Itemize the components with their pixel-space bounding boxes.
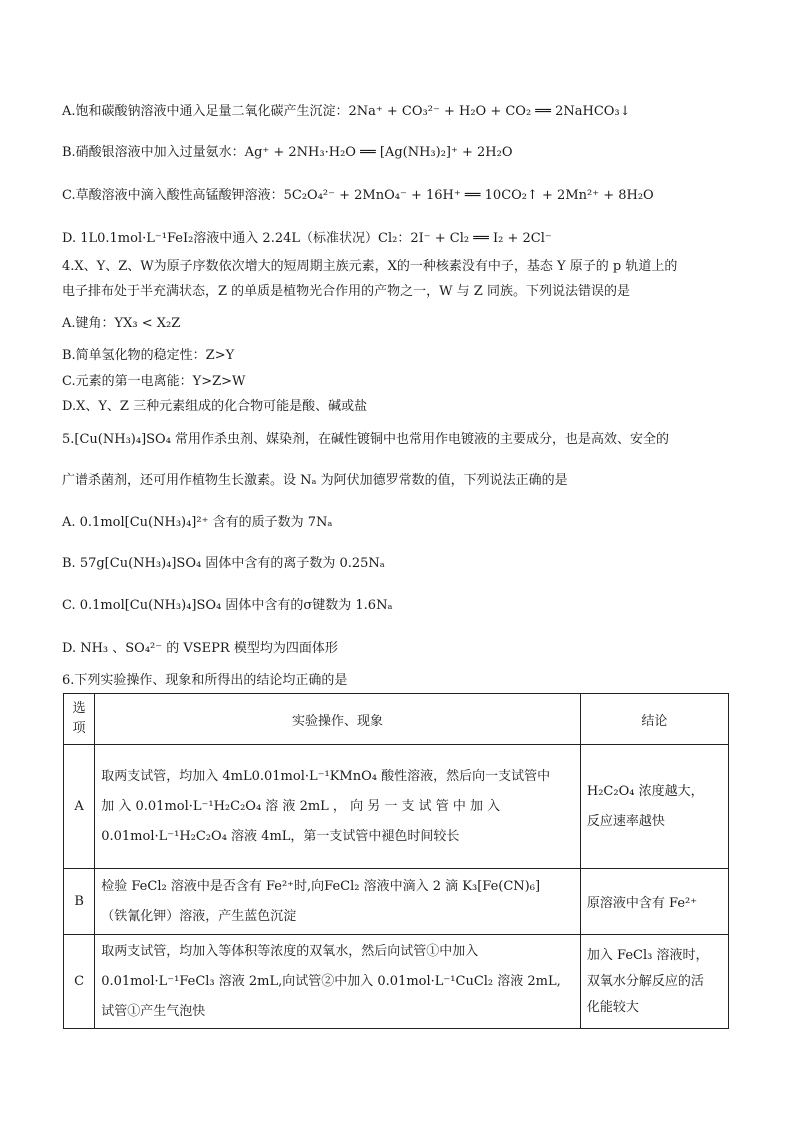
row-a-op-line1: 取两支试管，均加入 4mL0.01mol·L⁻¹KMnO₄ 酸性溶液，然后向一支试管中 (101, 768, 551, 784)
row-a-con-line2: 反应速率越快 (586, 813, 665, 829)
q5-option-a: A. 0.1mol[Cu(NH₃)₄]²⁺ 含有的质子数为 7Nₐ (62, 515, 333, 530)
row-c-con-line1: 加入 FeCl₃ 溶液时， (586, 947, 709, 963)
row-a-operation (95, 745, 581, 869)
q5-stem-line1: 5.[Cu(NH₃)₄]SO₄ 常用作杀虫剂、媒染剂，在碱性镀铜中也常用作电镀液的主要成分，也是高效、安全的 (62, 432, 670, 447)
table-row (64, 935, 729, 1029)
table-row (64, 869, 729, 935)
q4-stem-line1: 4.X、Y、Z、W为原子序数依次增大的短周期主族元素，X的一种核素没有中子，基态 Y 原子的 p 轨道上的 (62, 259, 678, 274)
row-b-op-line2: （铁氰化钾）溶液，产生蓝色沉淀 (101, 908, 297, 924)
row-a-option: A (64, 745, 95, 869)
row-c-con-line3: 化能较大 (586, 999, 639, 1015)
header-option (64, 694, 95, 745)
row-b-operation (95, 869, 581, 935)
q4-option-c: C.元素的第一电离能：Y>Z>W (62, 374, 246, 389)
row-c-op-line1: 取两支试管，均加入等体积等浓度的双氧水，然后向试管①中加入 (101, 943, 479, 959)
header-operation: 实验操作、现象 (95, 694, 581, 745)
q3-option-d: D. 1L0.1mol·L⁻¹FeI₂溶液中通入 2.24L（标准状况）Cl₂：2I⁻ + Cl₂ ══ I₂ + 2Cl⁻ (62, 231, 552, 246)
experiment-table (63, 693, 729, 1029)
row-c-con-line2: 双氧水分解反应的活 (586, 973, 704, 989)
header-option-line2: 项 (72, 721, 86, 736)
q4-stem-line2: 电子排布处于半充满状态，Z 的单质是植物光合作用的产物之一，W 与 Z 同族。下列说法错误的是 (62, 284, 630, 299)
row-c-op-line2: 0.01mol·L⁻¹FeCl₃ 溶液 2mL,向试管②中加入 0.01mol·L⁻¹CuCl₂ 溶液 2mL, (101, 973, 561, 989)
q3-option-c: C.草酸溶液中滴入酸性高锰酸钾溶液：5C₂O₄²⁻ + 2MnO₄⁻ + 16H⁺ ══ 10CO₂↑ + 2Mn²⁺ + 8H₂O (62, 188, 654, 203)
row-a-conclusion (580, 745, 728, 869)
row-b-option: B (64, 869, 95, 935)
row-c-operation (95, 935, 581, 1029)
row-c-option: C (64, 935, 95, 1029)
table-row (64, 745, 729, 869)
q4-option-b: B.简单氢化物的稳定性：Z>Y (62, 348, 235, 363)
header-conclusion: 结论 (580, 694, 728, 745)
row-c-conclusion (580, 935, 728, 1029)
q5-option-b: B. 57g[Cu(NH₃)₄]SO₄ 固体中含有的离子数为 0.25Nₐ (62, 556, 385, 571)
q5-stem-line2: 广谱杀菌剂，还可用作植物生长激素。设 Nₐ 为阿伏加德罗常数的值，下列说法正确的是 (62, 473, 568, 488)
q5-option-c: C. 0.1mol[Cu(NH₃)₄]SO₄ 固体中含有的σ键数为 1.6Nₐ (62, 598, 393, 613)
table-header-row (64, 694, 729, 745)
row-b-op-line1: 检验 FeCl₂ 溶液中是否含有 Fe²⁺时,向FeCl₂ 溶液中滴入 2 滴 K₃[Fe(CN)₆] (101, 878, 541, 894)
q6-stem: 6.下列实验操作、现象和所得出的结论均正确的是 (62, 673, 348, 688)
q3-option-b: B.硝酸银溶液中加入过量氨水：Ag⁺ + 2NH₃·H₂O ══ [Ag(NH₃)₂]⁺ + 2H₂O (62, 145, 513, 160)
row-a-con-line1: H₂C₂O₄ 浓度越大， (586, 783, 704, 799)
q3-option-a: A.饱和碳酸钠溶液中通入足量二氧化碳产生沉淀：2Na⁺ + CO₃²⁻ + H₂O + CO₂ ══ 2NaHCO₃↓ (62, 104, 631, 119)
row-a-op-line3: 0.01mol·L⁻¹H₂C₂O₄ 溶液 4mL，第一支试管中褪色时间较长 (101, 828, 460, 844)
q4-option-d: D.X、Y、Z 三种元素组成的化合物可能是酸、碱或盐 (62, 399, 368, 414)
q4-option-a: A.键角：YX₃ < X₂Z (62, 316, 181, 331)
row-b-conclusion: 原溶液中含有 Fe²⁺ (580, 869, 728, 935)
q5-option-d: D. NH₃ 、SO₄²⁻ 的 VSEPR 模型均为四面体形 (62, 641, 338, 656)
row-c-op-line3: 试管①产生气泡快 (101, 1003, 206, 1019)
row-a-op-line2: 加 入 0.01mol·L⁻¹H₂C₂O₄ 溶 液 2mL ， 向 另 一 支 试 管 中 加 入 (101, 798, 501, 814)
header-option-line1: 选 (72, 701, 86, 716)
